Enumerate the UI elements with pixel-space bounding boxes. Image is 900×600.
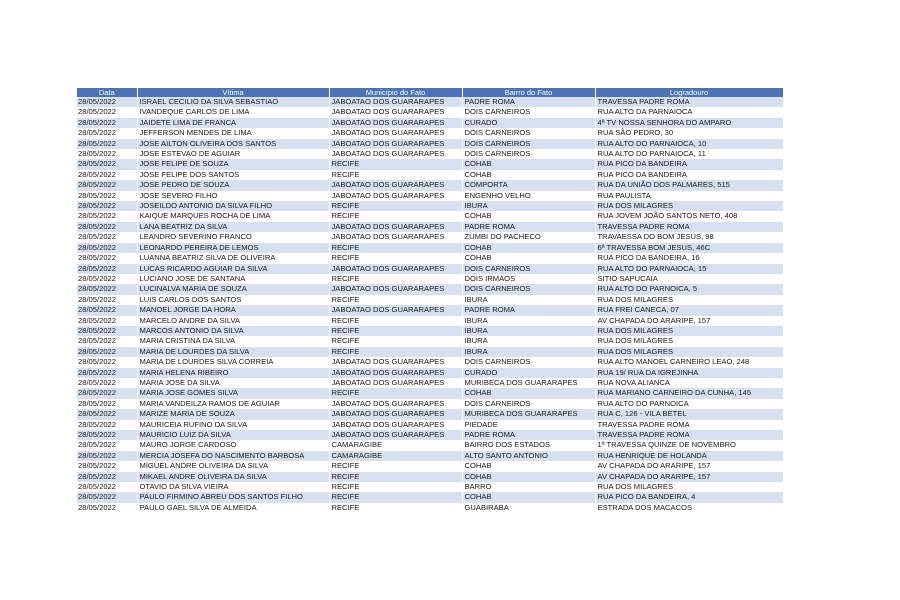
table-header-row [77,88,783,97]
cell-victim: JOSE FELIPE DE SOUZA [137,159,329,169]
cell-street: 6ª TRAVESSA BOM JESUS, 46C [595,243,783,253]
cell-street: TRAVESSA PADRE ROMA [595,97,783,107]
cell-municipality: RECIFE [329,388,462,398]
cell-date: 28/05/2022 [77,159,137,169]
cell-neighborhood: DOIS CARNEIROS [462,399,595,409]
table-row [77,472,783,482]
cell-street: 4ª TV NOSSA SENHORA DO AMPARO [595,118,783,128]
cell-neighborhood: COHAB [462,170,595,180]
table-row [77,503,783,513]
cell-municipality: RECIFE [329,274,462,284]
cell-date: 28/05/2022 [77,368,137,378]
cell-date: 28/05/2022 [77,107,137,117]
cell-street: TRAVESSA PADRE ROMA [595,222,783,232]
victims-table [77,88,784,513]
cell-neighborhood: MURIBECA DOS GUARARAPES [462,409,595,419]
cell-victim: LANA BEATRIZ DA SILVA [137,222,329,232]
cell-neighborhood: BARRO [462,482,595,492]
table-row [77,492,783,502]
cell-date: 28/05/2022 [77,232,137,242]
table-row [77,97,783,107]
cell-street: RUA PICO DA BANDEIRA [595,159,783,169]
cell-street: RUA PICO DA BANDEIRA, 16 [595,253,783,263]
cell-victim: PAULO FIRMINO ABREU DOS SANTOS FILHO [137,492,329,502]
table-row [77,274,783,284]
cell-date: 28/05/2022 [77,243,137,253]
cell-neighborhood: COHAB [462,243,595,253]
cell-municipality: JABOATAO DOS GUARARAPES [329,97,462,107]
table-row [77,451,783,461]
cell-date: 28/05/2022 [77,201,137,211]
cell-street: TRAVAESSA DO BOM JESUS, 98 [595,232,783,242]
cell-neighborhood: ALTO SANTO ANTONIO [462,451,595,461]
cell-municipality: RECIFE [329,347,462,357]
cell-neighborhood: COHAB [462,253,595,263]
cell-municipality: JABOATAO DOS GUARARAPES [329,118,462,128]
cell-street: RUA JOVEM JOÃO SANTOS NETO, 408 [595,211,783,221]
cell-date: 28/05/2022 [77,316,137,326]
cell-neighborhood: COHAB [462,492,595,502]
cell-street: RUA MARIANO CARNEIRO DA CUNHA, 145 [595,388,783,398]
cell-victim: MIGUEL ANDRE OLIVEIRA DA SILVA [137,461,329,471]
table-row [77,305,783,315]
cell-victim: MARIA DE LOURDES DA SILVA [137,347,329,357]
cell-neighborhood: DOIS IRMAOS [462,274,595,284]
cell-street: RUA PAULISTA [595,191,783,201]
cell-date: 28/05/2022 [77,326,137,336]
table-row [77,201,783,211]
cell-neighborhood: ENGENHO VELHO [462,191,595,201]
cell-municipality: JABOATAO DOS GUARARAPES [329,222,462,232]
table-row [77,295,783,305]
cell-date: 28/05/2022 [77,170,137,180]
cell-municipality: RECIFE [329,316,462,326]
cell-street: RUA PICO DA BANDEIRA [595,170,783,180]
cell-street: RUA ALTO DO PARNAIOCA, 15 [595,264,783,274]
cell-street: TRAVESSA PADRE ROMA [595,420,783,430]
cell-neighborhood: COHAB [462,461,595,471]
table-row [77,222,783,232]
table-row [77,336,783,346]
cell-municipality: CAMARAGIBE [329,440,462,450]
cell-victim: LEANDRO SEVERINO FRANCO [137,232,329,242]
cell-neighborhood: PADRE ROMA [462,97,595,107]
cell-date: 28/05/2022 [77,472,137,482]
cell-victim: MERCIA JOSEFA DO NASCIMENTO BARBOSA [137,451,329,461]
cell-municipality: RECIFE [329,492,462,502]
table-row [77,357,783,367]
cell-victim: MARIZE MARIA DE SOUZA [137,409,329,419]
table-row [77,440,783,450]
cell-date: 28/05/2022 [77,440,137,450]
cell-date: 28/05/2022 [77,180,137,190]
cell-street: RUA PICO DA BANDEIRA, 4 [595,492,783,502]
cell-date: 28/05/2022 [77,211,137,221]
cell-neighborhood: COHAB [462,388,595,398]
table-row [77,368,783,378]
cell-street: RUA DOS MILAGRES [595,295,783,305]
cell-victim: MARCELO ANDRE DA SILVA [137,316,329,326]
cell-street: AV CHAPADA DO ARARIPE, 157 [595,316,783,326]
table-row [77,128,783,138]
cell-victim: MARIA DE LOURDES SILVA CORREIA [137,357,329,367]
cell-neighborhood: CURADO [462,118,595,128]
cell-victim: MARIA JOSE GOMES SILVA [137,388,329,398]
cell-neighborhood: IBURA [462,295,595,305]
table-row [77,284,783,294]
cell-victim: LEONARDO PEREIRA DE LEMOS [137,243,329,253]
cell-street: AV CHAPADA DO ARARIPE, 157 [595,461,783,471]
column-header-municipio: Município do Fato [329,88,462,97]
cell-neighborhood: IBURA [462,316,595,326]
table-row [77,139,783,149]
cell-date: 28/05/2022 [77,295,137,305]
cell-victim: JOSE FELIPE DOS SANTOS [137,170,329,180]
cell-street: RUA DOS MILAGRES [595,326,783,336]
table-row [77,159,783,169]
cell-victim: JOSE SEVERO FILHO [137,191,329,201]
cell-victim: IVANDEQUE CARLOS DE LIMA [137,107,329,117]
cell-date: 28/05/2022 [77,336,137,346]
cell-victim: KAIQUE MARQUES ROCHA DE LIMA [137,211,329,221]
cell-date: 28/05/2022 [77,128,137,138]
cell-victim: JOSEILDO ANTONIO DA SILVA FILHO [137,201,329,211]
cell-municipality: JABOATAO DOS GUARARAPES [329,128,462,138]
cell-street: SITIO SAPUCAIA [595,274,783,284]
cell-municipality: JABOATAO DOS GUARARAPES [329,305,462,315]
cell-municipality: JABOATAO DOS GUARARAPES [329,357,462,367]
cell-date: 28/05/2022 [77,284,137,294]
cell-victim: MARIA JOSE DA SILVA [137,378,329,388]
cell-street: RUA HENRIQUE DE HOLANDA [595,451,783,461]
cell-municipality: RECIFE [329,170,462,180]
cell-date: 28/05/2022 [77,139,137,149]
table-row [77,316,783,326]
table-row [77,243,783,253]
cell-municipality: JABOATAO DOS GUARARAPES [329,180,462,190]
table-row [77,388,783,398]
cell-victim: OTAVIO DA SILVA VIEIRA [137,482,329,492]
cell-street: RUA DOS MILAGRES [595,347,783,357]
cell-street: RUA DOS MILAGRES [595,201,783,211]
cell-date: 28/05/2022 [77,451,137,461]
cell-date: 28/05/2022 [77,191,137,201]
cell-neighborhood: MURIBECA DOS GUARARAPES [462,378,595,388]
cell-victim: MARIA HELENA RIBEIRO [137,368,329,378]
cell-date: 28/05/2022 [77,357,137,367]
cell-date: 28/05/2022 [77,274,137,284]
table-row [77,461,783,471]
cell-municipality: RECIFE [329,326,462,336]
table-row [77,326,783,336]
cell-neighborhood: COHAB [462,211,595,221]
cell-municipality: RECIFE [329,472,462,482]
cell-municipality: RECIFE [329,243,462,253]
cell-street: RUA FREI CANECA, 07 [595,305,783,315]
cell-victim: JEFFERSON MENDES DE LIMA [137,128,329,138]
table-row [77,420,783,430]
cell-date: 28/05/2022 [77,409,137,419]
cell-date: 28/05/2022 [77,420,137,430]
cell-street: 1ª TRAVESSA QUINZE DE NOVEMBRO [595,440,783,450]
cell-municipality: RECIFE [329,482,462,492]
cell-victim: LUANNA BEATRIZ SILVA DE OLIVEIRA [137,253,329,263]
cell-victim: PAULO GAEL SILVA DE ALMEIDA [137,503,329,513]
cell-street: RUA SÃO PEDRO, 30 [595,128,783,138]
cell-street: AV CHAPADA DO ARARIPE, 157 [595,472,783,482]
cell-municipality: RECIFE [329,211,462,221]
cell-date: 28/05/2022 [77,347,137,357]
cell-date: 28/05/2022 [77,399,137,409]
cell-date: 28/05/2022 [77,264,137,274]
cell-municipality: JABOATAO DOS GUARARAPES [329,368,462,378]
cell-victim: MARIA CRISTINA DA SILVA [137,336,329,346]
cell-neighborhood: IBURA [462,201,595,211]
cell-neighborhood: GUABIRABA [462,503,595,513]
table-row [77,482,783,492]
cell-municipality: RECIFE [329,461,462,471]
cell-victim: JOSE AILTON OLIVEIRA DOS SANTOS [137,139,329,149]
cell-neighborhood: DOIS CARNEIROS [462,357,595,367]
cell-neighborhood: CURADO [462,368,595,378]
table-row [77,118,783,128]
cell-neighborhood: ZUMBI DO PACHECO [462,232,595,242]
cell-municipality: JABOATAO DOS GUARARAPES [329,264,462,274]
cell-date: 28/05/2022 [77,253,137,263]
table-row [77,107,783,117]
cell-street: RUA ALTO DO PARNOICA [595,399,783,409]
cell-victim: MARIA VANDEILZA RAMOS DE AGUIAR [137,399,329,409]
cell-date: 28/05/2022 [77,482,137,492]
cell-municipality: RECIFE [329,201,462,211]
cell-municipality: RECIFE [329,253,462,263]
column-header-logradouro: Logradouro [595,88,783,97]
cell-street: RUA ALTO DO PARNAIOCA, 11 [595,149,783,159]
cell-municipality: JABOATAO DOS GUARARAPES [329,232,462,242]
cell-date: 28/05/2022 [77,222,137,232]
table-body [77,97,783,513]
cell-neighborhood: PADRE ROMA [462,305,595,315]
cell-neighborhood: COMPORTA [462,180,595,190]
cell-street: RUA DOS MILAGRES [595,482,783,492]
cell-municipality: JABOATAO DOS GUARARAPES [329,139,462,149]
cell-victim: LUCAS RICARDO AGUIAR DA SILVA [137,264,329,274]
column-header-data: Data [77,88,137,97]
cell-street: TRAVESSA PADRE ROMA [595,430,783,440]
cell-street: RUA C, 126 - VILA BETEL [595,409,783,419]
cell-municipality: JABOATAO DOS GUARARAPES [329,191,462,201]
cell-municipality: RECIFE [329,159,462,169]
cell-neighborhood: DOIS CARNEIROS [462,128,595,138]
cell-victim: LUCIANO JOSE DE SANTANA [137,274,329,284]
cell-municipality: JABOATAO DOS GUARARAPES [329,378,462,388]
cell-victim: MAURICIO LUIZ DA SILVA [137,430,329,440]
cell-municipality: CAMARAGIBE [329,451,462,461]
cell-municipality: RECIFE [329,503,462,513]
cell-victim: MANOEL JORGE DA HORA [137,305,329,315]
cell-neighborhood: DOIS CARNEIROS [462,264,595,274]
cell-date: 28/05/2022 [77,97,137,107]
cell-victim: LUIS CARLOS DOS SANTOS [137,295,329,305]
cell-neighborhood: BAIRRO DOS ESTADOS [462,440,595,450]
cell-date: 28/05/2022 [77,503,137,513]
cell-municipality: JABOATAO DOS GUARARAPES [329,409,462,419]
cell-street: RUA DOS MILAGRES [595,336,783,346]
cell-neighborhood: IBURA [462,336,595,346]
cell-neighborhood: DOIS CARNEIROS [462,139,595,149]
table-row [77,430,783,440]
cell-victim: JOSE PEDRO DE SOUZA [137,180,329,190]
cell-date: 28/05/2022 [77,118,137,128]
cell-municipality: JABOATAO DOS GUARARAPES [329,149,462,159]
cell-victim: ISRAEL CECILIO DA SILVA SEBASTIAO [137,97,329,107]
cell-neighborhood: COHAB [462,472,595,482]
cell-neighborhood: IBURA [462,326,595,336]
spreadsheet-table-container [77,88,783,513]
table-row [77,378,783,388]
cell-victim: MIKAEL ANDRE OLIVEIRA DA SILVA [137,472,329,482]
cell-date: 28/05/2022 [77,305,137,315]
cell-municipality: JABOATAO DOS GUARARAPES [329,284,462,294]
cell-victim: MARCOS ANTONIO DA SILVA [137,326,329,336]
table-row [77,170,783,180]
cell-neighborhood: PADRE ROMA [462,430,595,440]
cell-municipality: RECIFE [329,336,462,346]
cell-street: RUA ALTO DO PARNAIOCA, 10 [595,139,783,149]
column-header-bairro: Bairro do Fato [462,88,595,97]
cell-victim: JOSE ESTEVAO DE AGUIAR [137,149,329,159]
table-row [77,253,783,263]
cell-municipality: JABOATAO DOS GUARARAPES [329,430,462,440]
cell-date: 28/05/2022 [77,149,137,159]
cell-municipality: JABOATAO DOS GUARARAPES [329,107,462,117]
cell-municipality: JABOATAO DOS GUARARAPES [329,399,462,409]
cell-neighborhood: PADRE ROMA [462,222,595,232]
cell-victim: JAIDETE LIMA DE FRANCA [137,118,329,128]
cell-municipality: JABOATAO DOS GUARARAPES [329,420,462,430]
cell-street: RUA ALTO DO PARNOICA, 5 [595,284,783,294]
cell-street: RUA ALTO MANOEL CARNEIRO LEAO, 248 [595,357,783,367]
cell-street: RUA 19/ RUA DA IGREJINHA [595,368,783,378]
cell-street: ESTRADA DOS MACACOS [595,503,783,513]
cell-victim: MAURO JORGE CARDOSO [137,440,329,450]
cell-street: RUA DA UNIÃO DOS PALMARES, 515 [595,180,783,190]
cell-neighborhood: COHAB [462,159,595,169]
cell-neighborhood: PIEDADE [462,420,595,430]
table-row [77,399,783,409]
table-row [77,264,783,274]
table-row [77,149,783,159]
cell-neighborhood: DOIS CARNEIROS [462,107,595,117]
cell-date: 28/05/2022 [77,492,137,502]
table-row [77,191,783,201]
cell-neighborhood: DOIS CARNEIROS [462,284,595,294]
cell-date: 28/05/2022 [77,378,137,388]
cell-neighborhood: DOIS CARNEIROS [462,149,595,159]
table-row [77,232,783,242]
cell-date: 28/05/2022 [77,461,137,471]
cell-victim: LUCINALVA MARIA DE SOUZA [137,284,329,294]
cell-municipality: RECIFE [329,295,462,305]
cell-date: 28/05/2022 [77,430,137,440]
table-row [77,347,783,357]
cell-street: RUA ALTO DA PARNAIOCA [595,107,783,117]
table-row [77,180,783,190]
table-row [77,211,783,221]
cell-date: 28/05/2022 [77,388,137,398]
column-header-vitima: Vítima [137,88,329,97]
cell-victim: MAURICEIA RUFINO DA SILVA [137,420,329,430]
table-row [77,409,783,419]
cell-street: RUA NOVA ALIANCA [595,378,783,388]
cell-neighborhood: IBURA [462,347,595,357]
